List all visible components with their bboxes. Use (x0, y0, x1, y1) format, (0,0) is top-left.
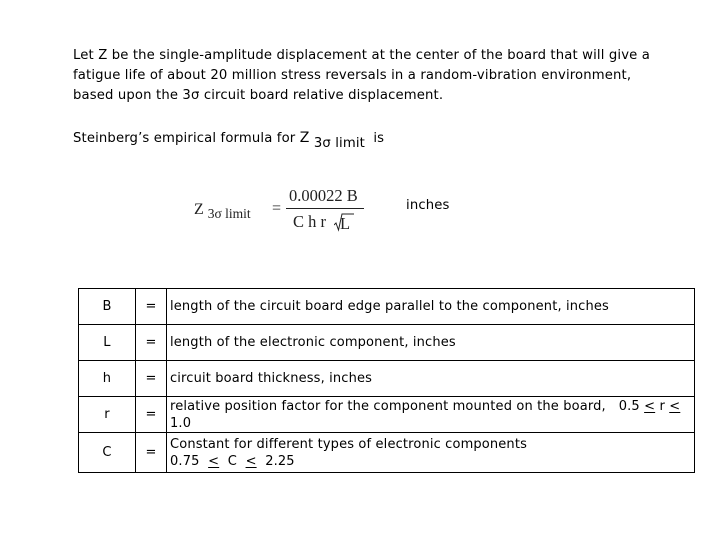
definitions-table (78, 288, 695, 473)
intro-paragraph: Let Z be the single-amplitude displacement at the center of the board that will give a fatigue life of about 20 million stress reversals in a random-vibration environment, based upon the 3σ circuit board relative displacement. (73, 48, 650, 103)
equals-sign: = (136, 325, 167, 361)
equals-sign: = (136, 433, 167, 473)
variable-definition (167, 433, 695, 473)
table-row (79, 433, 695, 473)
table-row (79, 289, 695, 325)
variable-symbol: r (79, 397, 136, 433)
variable-definition: length of the electronic component, inches (167, 325, 695, 361)
variable-symbol: B (79, 289, 136, 325)
table-row (79, 325, 695, 361)
formula-denominator-root: L (340, 214, 351, 233)
range-expression: 0.5 < r < 1.0 (170, 398, 681, 431)
formula-intro-prefix: Steinberg’s empirical formula for (73, 131, 296, 146)
formula-lhs-symbol: Z (194, 201, 204, 218)
range-expression: 0.75 < C < 2.25 (170, 453, 295, 469)
equals-sign: = (136, 289, 167, 325)
equals-sign: = (136, 397, 167, 433)
formula-intro-subscript: 3σ limit (313, 136, 365, 151)
variable-definition: circuit board thickness, inches (167, 361, 695, 397)
table-row (79, 361, 695, 397)
equals-sign: = (136, 361, 167, 397)
definition-text: relative position factor for the component mounted on the board, (170, 398, 606, 414)
formula-intro-suffix: is (373, 131, 385, 146)
variable-symbol: C (79, 433, 136, 473)
variable-symbol: L (79, 325, 136, 361)
table-row (79, 397, 695, 433)
formula-intro-symbol: Z (299, 130, 310, 146)
formula-lhs-subscript: 3σ limit (207, 206, 251, 221)
variable-definition (167, 397, 695, 433)
formula-units: inches (406, 198, 450, 213)
variable-definition: length of the circuit board edge parallel to the component, inches (167, 289, 695, 325)
formula-denominator-prefix: C h r (293, 212, 326, 231)
formula-lhs (194, 201, 251, 219)
fraction-bar (286, 208, 364, 209)
square-root (334, 213, 354, 233)
formula-equals: = (272, 200, 282, 217)
definition-text: Constant for different types of electronic components (170, 436, 527, 452)
formula-intro (73, 128, 384, 149)
formula-numerator: 0.00022 B (289, 186, 358, 205)
steinberg-formula (194, 186, 374, 238)
variable-symbol: h (79, 361, 136, 397)
